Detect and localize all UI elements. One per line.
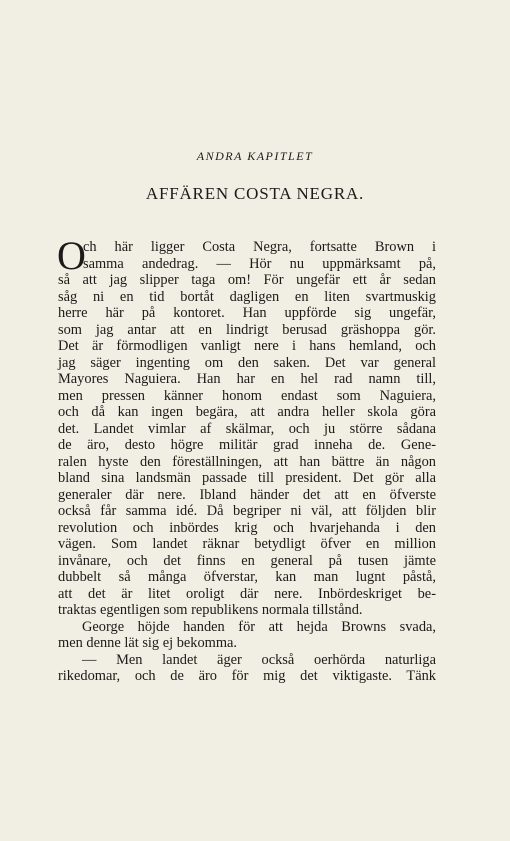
text-line: George höjde handen för att hejda Browns svada, <box>82 618 436 635</box>
chapter-title: AFFÄREN COSTA NEGRA. <box>145 184 365 203</box>
text-line: och då kan ingen begära, att andra heller skola göra <box>58 404 436 420</box>
text-line: jag säger ingenting om den saken. Det var general <box>58 354 436 371</box>
text-line: Mayores Naguiera. Han har en hel rad namn till, <box>58 371 436 387</box>
text-line: de äro, desto högre militär grad inneha de. Gene- <box>58 437 436 453</box>
text-line: så att jag slipper taga om! För ungefär ett år sedan <box>58 272 436 288</box>
text-line: bland sina landsmän passade till president. Det gör alla <box>58 470 436 486</box>
text-line: också får samma idé. Då begriper ni väl, att följden blir <box>58 503 436 519</box>
text-line: att det är litet oroligt där nere. Inbördeskriget be- <box>58 585 436 602</box>
text-line: — Men landet äger också oerhörda naturliga <box>82 651 436 668</box>
text-line: samma andedrag. — Hör nu uppmärksamt på, <box>83 255 436 272</box>
text-line: generaler där nere. Ibland händer det att en öfverste <box>58 486 436 503</box>
body-text <box>57 233 436 685</box>
text-line: men pressen känner honom endast som Naguiera, <box>58 387 436 404</box>
text-line: traktas egentligen som republikens normala tillstånd. <box>58 602 363 618</box>
text-line: ch här ligger Costa Negra, fortsatte Brown i <box>83 239 436 255</box>
text-line: vägen. Som landet räknar betydligt öfver en million <box>58 536 436 552</box>
text-line: som jag antar att en lindrigt berusad gräshoppa gör. <box>58 321 436 338</box>
drop-cap: O <box>57 233 86 278</box>
text-line: såg ni en tid bortåt dagligen en liten svartmuskig <box>58 288 436 305</box>
text-line: invånare, och det finns en general på tusen jämte <box>58 552 436 569</box>
text-line: ralen hyste den föreställningen, att han bättre än någon <box>58 453 436 470</box>
text-line: men denne lät sig ej bekomma. <box>58 635 238 651</box>
text-line: herre här på kontoret. Han uppförde sig ungefär, <box>58 305 436 321</box>
text-line: dubbelt så många öfverstar, kan man lugnt påstå, <box>58 569 436 585</box>
text-line: Det är förmodligen vanligt nere i hans hemland, och <box>58 338 436 354</box>
running-head: ANDRA KAPITLET <box>196 149 314 163</box>
text-line: revolution och inbördes krig och hvarjehanda i den <box>58 519 436 536</box>
text-line: rikedomar, och de äro för mig det viktigaste. Tänk <box>58 668 436 684</box>
text-line: det. Landet vimlar af skälmar, och ju större sådana <box>58 420 436 437</box>
